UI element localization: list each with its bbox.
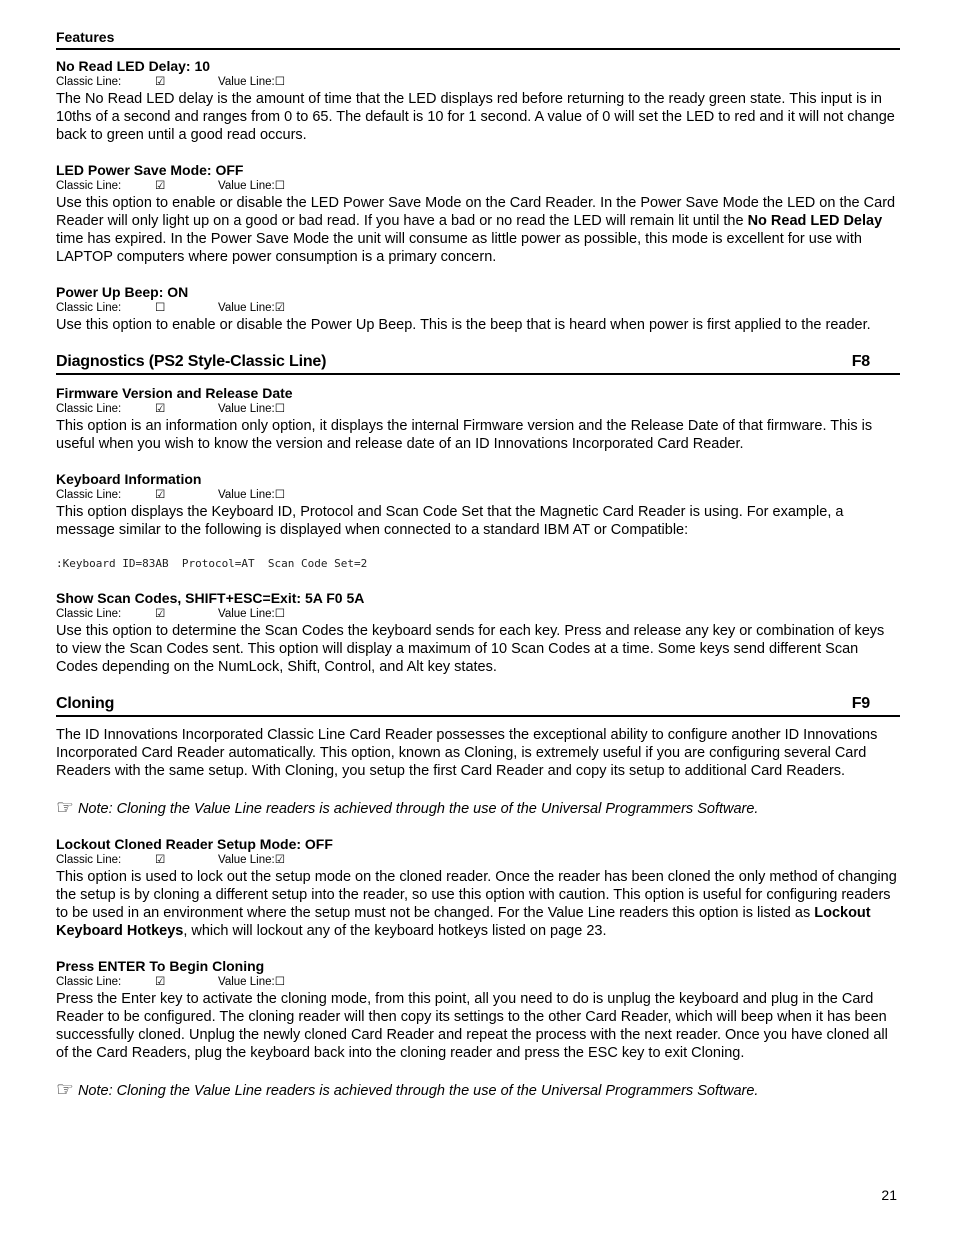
- bold-term: Lockout Keyboard Hotkeys: [56, 905, 871, 939]
- value-checkbox-icon: ☐: [274, 403, 286, 415]
- value-checkbox-icon: ☐: [274, 76, 286, 88]
- option-title: Show Scan Codes, SHIFT+ESC=Exit: 5A F0 5A: [56, 590, 365, 606]
- option-title: Firmware Version and Release Date: [56, 385, 293, 401]
- option-line-flags: [56, 75, 900, 90]
- page-number: 21: [881, 1187, 897, 1203]
- section-key: F9: [851, 695, 870, 712]
- classic-line-label: Classic Line:: [56, 854, 122, 866]
- option-power-up-beep: [56, 284, 900, 334]
- option-description: Press the Enter key to activate the cloning mode, from this point, all you need to do is unplug the keyboard and plug in the Card Reader to be configured. The cloning reader will then copy its settings to the other Card Reader, which will beep when it has been successfully cloned. Unplug the newly cloned Card Reader and repeat the process with the next reader. Once you have cloned all of the Card Readers, plug the keyboard back into the cloning reader and press the ESC key to exit Cloning.: [56, 991, 888, 1061]
- option-description: Use this option to enable or disable the Power Up Beep. This is the beep that is heard when power is first applied to the reader.: [56, 317, 871, 333]
- section-key: F8: [851, 353, 870, 370]
- value-checkbox-icon: ☐: [274, 180, 286, 192]
- classic-line-label: Classic Line:: [56, 76, 122, 88]
- option-line-flags: [56, 975, 900, 990]
- section-title: Diagnostics (PS2 Style-Classic Line): [56, 353, 327, 370]
- option-line-flags: [56, 607, 900, 622]
- option-line-flags: [56, 402, 900, 417]
- option-line-flags: [56, 853, 900, 868]
- section-header-cloning: [56, 694, 900, 717]
- value-checkbox-icon: ☐: [274, 608, 286, 620]
- pointing-hand-icon: ☞: [56, 1079, 74, 1101]
- bold-term: No Read LED Delay: [747, 213, 883, 229]
- pointing-hand-icon: ☞: [56, 797, 74, 819]
- option-description: This option displays the Keyboard ID, Protocol and Scan Code Set that the Magnetic Card Reader is using. For example, a message similar to the following is displayed when connected to a standard IBM AT or Compatible:: [56, 504, 844, 538]
- option-title: Press ENTER To Begin Cloning: [56, 958, 265, 974]
- page-content: [56, 28, 900, 1100]
- classic-checkbox-icon: ☑: [155, 608, 166, 620]
- option-keyboard-information: [56, 471, 900, 571]
- classic-checkbox-icon: ☑: [155, 403, 166, 415]
- classic-line-label: Classic Line:: [56, 403, 122, 415]
- classic-checkbox-icon: ☐: [155, 302, 166, 314]
- value-checkbox-icon: ☐: [274, 976, 286, 988]
- option-title: LED Power Save Mode: OFF: [56, 162, 244, 178]
- note-text: Note: Cloning the Value Line readers is achieved through the use of the Universal Programmers Software.: [77, 1083, 759, 1099]
- classic-checkbox-icon: ☑: [155, 854, 166, 866]
- option-description: This option is used to lock out the setup mode on the cloned reader. Once the reader has been cloned the only method of changing the setup is by cloning a different setup into the reader, so use this option with caution. This option is useful for configuring readers to be used in an environment where the setup must not be changed. For the Value Line readers this option is listed as Lockout Keyboard Hotkeys, which will lockout any of the keyboard hotkeys listed on page 23.: [56, 869, 897, 939]
- value-checkbox-icon: ☑: [274, 854, 286, 866]
- value-line-label: Value Line:☐: [218, 180, 286, 192]
- value-line-label: Value Line:☐: [218, 403, 286, 415]
- value-line-label: Value Line:☐: [218, 976, 286, 988]
- option-led-power-save: [56, 162, 900, 266]
- classic-checkbox-icon: ☑: [155, 489, 166, 501]
- option-no-read-led-delay: [56, 58, 900, 144]
- features-header: Features: [56, 28, 900, 50]
- note: [56, 798, 900, 818]
- option-lockout-cloned-reader: [56, 836, 900, 940]
- classic-line-label: Classic Line:: [56, 180, 122, 192]
- cloning-intro: The ID Innovations Incorporated Classic Line Card Reader possesses the exceptional ability to configure another ID Innovations Incorporated Card Reader automatically. This option, known as Cloning, is extremely useful if you are configuring several Card Readers with the same setup. With Cloning, you setup the first Card Reader and copy its setup to additional Card Readers.: [56, 727, 878, 779]
- classic-line-label: Classic Line:: [56, 608, 122, 620]
- option-description: Use this option to enable or disable the LED Power Save Mode on the Card Reader. In the Power Save Mode the LED on the Card Reader will only light up on a good or bad read. If you have a bad or no read the LED will remain lit until the No Read LED Delay time has expired. In the Power Save Mode the unit will consume as little power as possible, this mode is excellent for use with LAPTOP computers where power consumption is a primary concern.: [56, 195, 896, 265]
- value-line-label: Value Line:☑: [218, 854, 286, 866]
- option-title: Lockout Cloned Reader Setup Mode: OFF: [56, 836, 333, 852]
- value-line-label: Value Line:☐: [218, 489, 286, 501]
- note-text: Note: Cloning the Value Line readers is achieved through the use of the Universal Programmers Software.: [77, 801, 759, 817]
- option-description: Use this option to determine the Scan Codes the keyboard sends for each key. Press and release any key or combination of keys to view the Scan Codes sent. This option will display a maximum of 10 Scan Codes at a time. Some keys send different Scan Codes depending on the NumLock, Shift, Control, and Alt key states.: [56, 623, 885, 675]
- value-line-label: Value Line:☐: [218, 608, 286, 620]
- section-header-diagnostics: [56, 352, 900, 375]
- section-title: Cloning: [56, 695, 115, 712]
- code-sample: :Keyboard ID=83AB Protocol=AT Scan Code Set=2: [56, 557, 368, 570]
- classic-line-label: Classic Line:: [56, 489, 122, 501]
- option-firmware-version: [56, 385, 900, 453]
- option-title: Power Up Beep: ON: [56, 284, 189, 300]
- classic-line-label: Classic Line:: [56, 976, 122, 988]
- classic-line-label: Classic Line:: [56, 302, 122, 314]
- value-checkbox-icon: ☐: [274, 489, 286, 501]
- classic-checkbox-icon: ☑: [155, 976, 166, 988]
- option-title: No Read LED Delay: 10: [56, 58, 211, 74]
- value-checkbox-icon: ☑: [274, 302, 286, 314]
- note: [56, 1080, 900, 1100]
- option-line-flags: [56, 301, 900, 316]
- option-title: Keyboard Information: [56, 471, 202, 487]
- option-description: The No Read LED delay is the amount of time that the LED displays red before returning to the ready green state. This input is in 10ths of a second and ranges from 0 to 65. The default is 10 for 1 second. A value of 0 will set the LED to red and it will not change back to green until a good read occurs.: [56, 91, 895, 143]
- option-show-scan-codes: [56, 590, 900, 676]
- option-description: This option is an information only option, it displays the internal Firmware version and the Release Date of that firmware. This is useful when you wish to know the version and release date of an ID Innovations Incorporated Card Reader.: [56, 418, 873, 452]
- classic-checkbox-icon: ☑: [155, 76, 166, 88]
- option-line-flags: [56, 179, 900, 194]
- value-line-label: Value Line:☑: [218, 302, 286, 314]
- classic-checkbox-icon: ☑: [155, 180, 166, 192]
- value-line-label: Value Line:☐: [218, 76, 286, 88]
- option-line-flags: [56, 488, 900, 503]
- option-press-enter-cloning: [56, 958, 900, 1062]
